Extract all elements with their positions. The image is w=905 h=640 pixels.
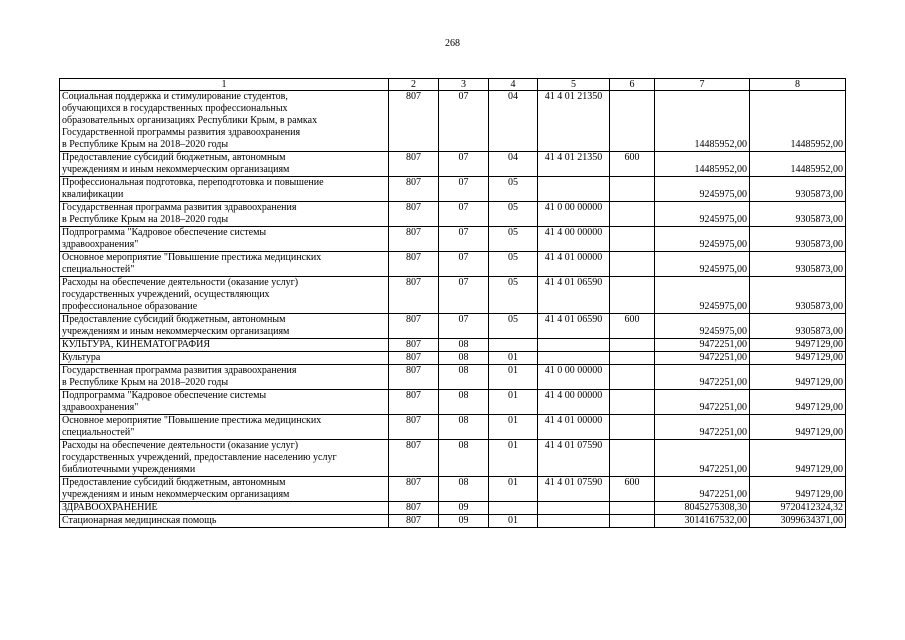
subsection-code-cell: 05 (489, 177, 538, 202)
row-name-line: учреждениям и иным некоммерческим организациям (62, 489, 290, 500)
ministry-code-cell: 807 (389, 202, 439, 227)
section-code-cell: 07 (439, 252, 489, 277)
section-code-cell: 08 (439, 365, 489, 390)
section-code-cell: 08 (439, 390, 489, 415)
row-name-cell (60, 477, 389, 502)
ministry-code-cell: 807 (389, 415, 439, 440)
ministry-code-cell: 807 (389, 477, 439, 502)
subsection-code-cell: 01 (489, 365, 538, 390)
section-code-cell: 07 (439, 314, 489, 339)
row-name-cell (60, 252, 389, 277)
row-name-line: обучающихся в государственных профессиональных (62, 103, 288, 114)
amount-2019-cell: 9472251,00 (655, 440, 750, 477)
section-code-cell: 09 (439, 502, 489, 515)
row-name-line: в Республике Крым на 2018–2020 годы (62, 214, 229, 225)
row-name-line: учреждениям и иным некоммерческим организациям (62, 326, 290, 337)
section-code-cell: 07 (439, 227, 489, 252)
amount-2020-cell: 9497129,00 (750, 339, 846, 352)
subsection-code-cell: 01 (489, 515, 538, 528)
ministry-code-cell: 807 (389, 502, 439, 515)
section-code-cell: 08 (439, 440, 489, 477)
row-name-line: Государственная программа развития здравоохранения (62, 365, 297, 376)
target-article-cell (538, 177, 610, 202)
amount-2020-cell: 14485952,00 (750, 152, 846, 177)
expense-type-cell (610, 415, 655, 440)
section-code-cell: 07 (439, 91, 489, 152)
row-name-line: Основное мероприятие "Повышение престижа медицинских (62, 252, 322, 263)
subsection-code-cell: 05 (489, 277, 538, 314)
row-name-line: Предоставление субсидий бюджетным, автономным (62, 314, 286, 325)
amount-2020-cell: 3099634371,00 (750, 515, 846, 528)
row-name-line: ЗДРАВООХРАНЕНИЕ (62, 502, 158, 513)
ministry-code-cell: 807 (389, 91, 439, 152)
amount-2020-cell: 9497129,00 (750, 415, 846, 440)
row-name-cell (60, 339, 389, 352)
row-name-line: Культура (62, 352, 101, 363)
target-article-cell: 41 4 01 00000 (538, 415, 610, 440)
expense-type-cell: 600 (610, 152, 655, 177)
row-name-line: Предоставление субсидий бюджетным, автономным (62, 477, 286, 488)
table-row (60, 277, 846, 314)
subsection-code-cell: 04 (489, 152, 538, 177)
amount-2019-cell: 9245975,00 (655, 227, 750, 252)
target-article-cell: 41 4 01 00000 (538, 252, 610, 277)
subsection-code-cell: 01 (489, 390, 538, 415)
row-name-line: Стационарная медицинская помощь (62, 515, 217, 526)
expense-type-cell (610, 440, 655, 477)
amount-2020-cell: 9497129,00 (750, 390, 846, 415)
header-cell-7: 7 (655, 79, 750, 91)
header-cell-5: 5 (538, 79, 610, 91)
ministry-code-cell: 807 (389, 227, 439, 252)
expense-type-cell (610, 352, 655, 365)
ministry-code-cell: 807 (389, 339, 439, 352)
expense-type-cell: 600 (610, 314, 655, 339)
amount-2019-cell: 9472251,00 (655, 365, 750, 390)
expense-type-cell (610, 390, 655, 415)
expense-type-cell (610, 277, 655, 314)
table-row (60, 390, 846, 415)
amount-2020-cell: 9497129,00 (750, 352, 846, 365)
row-name-line: специальностей" (62, 264, 135, 275)
row-name-line: государственных учреждений, предоставление населению услуг (62, 452, 337, 463)
table-row (60, 152, 846, 177)
table-row (60, 352, 846, 365)
page-number: 268 (445, 38, 460, 49)
section-code-cell: 07 (439, 202, 489, 227)
row-name-cell (60, 502, 389, 515)
row-name-line: Государственная программа развития здравоохранения (62, 202, 297, 213)
target-article-cell: 41 4 01 21350 (538, 152, 610, 177)
amount-2020-cell: 9305873,00 (750, 314, 846, 339)
budget-table (59, 78, 846, 528)
section-code-cell: 07 (439, 152, 489, 177)
header-cell-1: 1 (60, 79, 389, 91)
amount-2019-cell: 9472251,00 (655, 352, 750, 365)
target-article-cell: 41 4 01 07590 (538, 477, 610, 502)
expense-type-cell (610, 502, 655, 515)
row-name-line: здравоохранения" (62, 239, 139, 250)
target-article-cell (538, 339, 610, 352)
table-row (60, 202, 846, 227)
ministry-code-cell: 807 (389, 390, 439, 415)
row-name-cell (60, 152, 389, 177)
amount-2020-cell: 9720412324,32 (750, 502, 846, 515)
ministry-code-cell: 807 (389, 277, 439, 314)
amount-2020-cell: 14485952,00 (750, 91, 846, 152)
subsection-code-cell: 01 (489, 477, 538, 502)
row-name-line: квалификации (62, 189, 124, 200)
table-row (60, 502, 846, 515)
row-name-line: Предоставление субсидий бюджетным, автономным (62, 152, 286, 163)
table-row (60, 339, 846, 352)
row-name-line: Основное мероприятие "Повышение престижа медицинских (62, 415, 322, 426)
expense-type-cell (610, 177, 655, 202)
expense-type-cell (610, 227, 655, 252)
amount-2020-cell: 9305873,00 (750, 227, 846, 252)
target-article-cell (538, 352, 610, 365)
subsection-code-cell: 04 (489, 91, 538, 152)
row-name-cell (60, 314, 389, 339)
amount-2019-cell: 9245975,00 (655, 277, 750, 314)
target-article-cell: 41 4 01 06590 (538, 277, 610, 314)
section-code-cell: 08 (439, 415, 489, 440)
ministry-code-cell: 807 (389, 515, 439, 528)
row-name-line: библиотечными учреждениями (62, 464, 196, 475)
target-article-cell: 41 0 00 00000 (538, 365, 610, 390)
row-name-line: государственных учреждений, осуществляющих (62, 289, 270, 300)
amount-2020-cell: 9305873,00 (750, 252, 846, 277)
subsection-code-cell: 01 (489, 352, 538, 365)
header-cell-4: 4 (489, 79, 538, 91)
section-code-cell: 07 (439, 177, 489, 202)
ministry-code-cell: 807 (389, 365, 439, 390)
subsection-code-cell: 01 (489, 415, 538, 440)
section-code-cell: 09 (439, 515, 489, 528)
row-name-line: в Республике Крым на 2018–2020 годы (62, 139, 229, 150)
amount-2019-cell: 9472251,00 (655, 390, 750, 415)
row-name-cell (60, 91, 389, 152)
subsection-code-cell: 05 (489, 202, 538, 227)
amount-2019-cell: 9245975,00 (655, 177, 750, 202)
amount-2020-cell: 9497129,00 (750, 365, 846, 390)
target-article-cell: 41 4 01 06590 (538, 314, 610, 339)
header-cell-8: 8 (750, 79, 846, 91)
amount-2020-cell: 9497129,00 (750, 440, 846, 477)
table-row (60, 91, 846, 152)
amount-2019-cell: 9472251,00 (655, 339, 750, 352)
ministry-code-cell: 807 (389, 314, 439, 339)
row-name-cell (60, 277, 389, 314)
row-name-line: Расходы на обеспечение деятельности (оказание услуг) (62, 277, 299, 288)
subsection-code-cell: 05 (489, 227, 538, 252)
expense-type-cell (610, 515, 655, 528)
row-name-cell (60, 515, 389, 528)
row-name-line: Социальная поддержка и стимулирование студентов, (62, 91, 288, 102)
ministry-code-cell: 807 (389, 252, 439, 277)
row-name-cell (60, 390, 389, 415)
row-name-cell (60, 415, 389, 440)
header-cell-3: 3 (439, 79, 489, 91)
amount-2020-cell: 9305873,00 (750, 202, 846, 227)
expense-type-cell (610, 202, 655, 227)
row-name-line: КУЛЬТУРА, КИНЕМАТОГРАФИЯ (62, 339, 210, 350)
target-article-cell (538, 515, 610, 528)
expense-type-cell (610, 91, 655, 152)
table-row (60, 227, 846, 252)
amount-2019-cell: 9245975,00 (655, 252, 750, 277)
row-name-line: Государственной программы развития здравоохранения (62, 127, 301, 138)
subsection-code-cell: 05 (489, 314, 538, 339)
subsection-code-cell (489, 502, 538, 515)
row-name-cell (60, 365, 389, 390)
amount-2019-cell: 9472251,00 (655, 477, 750, 502)
table-body (60, 91, 846, 528)
amount-2019-cell: 8045275308,30 (655, 502, 750, 515)
header-cell-6: 6 (610, 79, 655, 91)
row-name-line: Расходы на обеспечение деятельности (оказание услуг) (62, 440, 299, 451)
row-name-cell (60, 352, 389, 365)
section-code-cell: 08 (439, 477, 489, 502)
row-name-line: Подпрограмма "Кадровое обеспечение системы (62, 227, 267, 238)
row-name-line: профессиональное образование (62, 301, 198, 312)
row-name-line: образовательных организациях Республики Крым, в рамках (62, 115, 318, 126)
table-row (60, 365, 846, 390)
target-article-cell: 41 4 00 00000 (538, 390, 610, 415)
target-article-cell: 41 4 01 21350 (538, 91, 610, 152)
table-row (60, 415, 846, 440)
section-code-cell: 07 (439, 277, 489, 314)
row-name-line: в Республике Крым на 2018–2020 годы (62, 377, 229, 388)
amount-2019-cell: 9245975,00 (655, 202, 750, 227)
amount-2020-cell: 9497129,00 (750, 477, 846, 502)
header-row (60, 79, 846, 91)
expense-type-cell (610, 252, 655, 277)
amount-2019-cell: 9245975,00 (655, 314, 750, 339)
row-name-cell (60, 202, 389, 227)
amount-2020-cell: 9305873,00 (750, 177, 846, 202)
ministry-code-cell: 807 (389, 177, 439, 202)
target-article-cell: 41 0 00 00000 (538, 202, 610, 227)
target-article-cell: 41 4 00 00000 (538, 227, 610, 252)
expense-type-cell: 600 (610, 477, 655, 502)
row-name-line: учреждениям и иным некоммерческим организациям (62, 164, 290, 175)
table-row (60, 177, 846, 202)
row-name-cell (60, 227, 389, 252)
amount-2019-cell: 14485952,00 (655, 152, 750, 177)
amount-2019-cell: 14485952,00 (655, 91, 750, 152)
section-code-cell: 08 (439, 352, 489, 365)
subsection-code-cell: 05 (489, 252, 538, 277)
row-name-line: здравоохранения" (62, 402, 139, 413)
table-row (60, 440, 846, 477)
table-row (60, 515, 846, 528)
expense-type-cell (610, 339, 655, 352)
section-code-cell: 08 (439, 339, 489, 352)
row-name-line: специальностей" (62, 427, 135, 438)
ministry-code-cell: 807 (389, 352, 439, 365)
header-cell-2: 2 (389, 79, 439, 91)
table-row (60, 477, 846, 502)
amount-2019-cell: 3014167532,00 (655, 515, 750, 528)
row-name-cell (60, 177, 389, 202)
subsection-code-cell (489, 339, 538, 352)
ministry-code-cell: 807 (389, 152, 439, 177)
subsection-code-cell: 01 (489, 440, 538, 477)
amount-2019-cell: 9472251,00 (655, 415, 750, 440)
row-name-line: Профессиональная подготовка, переподготовка и повышение (62, 177, 324, 188)
row-name-line: Подпрограмма "Кадровое обеспечение системы (62, 390, 267, 401)
target-article-cell: 41 4 01 07590 (538, 440, 610, 477)
table-row (60, 314, 846, 339)
expense-type-cell (610, 365, 655, 390)
table-row (60, 252, 846, 277)
target-article-cell (538, 502, 610, 515)
amount-2020-cell: 9305873,00 (750, 277, 846, 314)
row-name-cell (60, 440, 389, 477)
ministry-code-cell: 807 (389, 440, 439, 477)
